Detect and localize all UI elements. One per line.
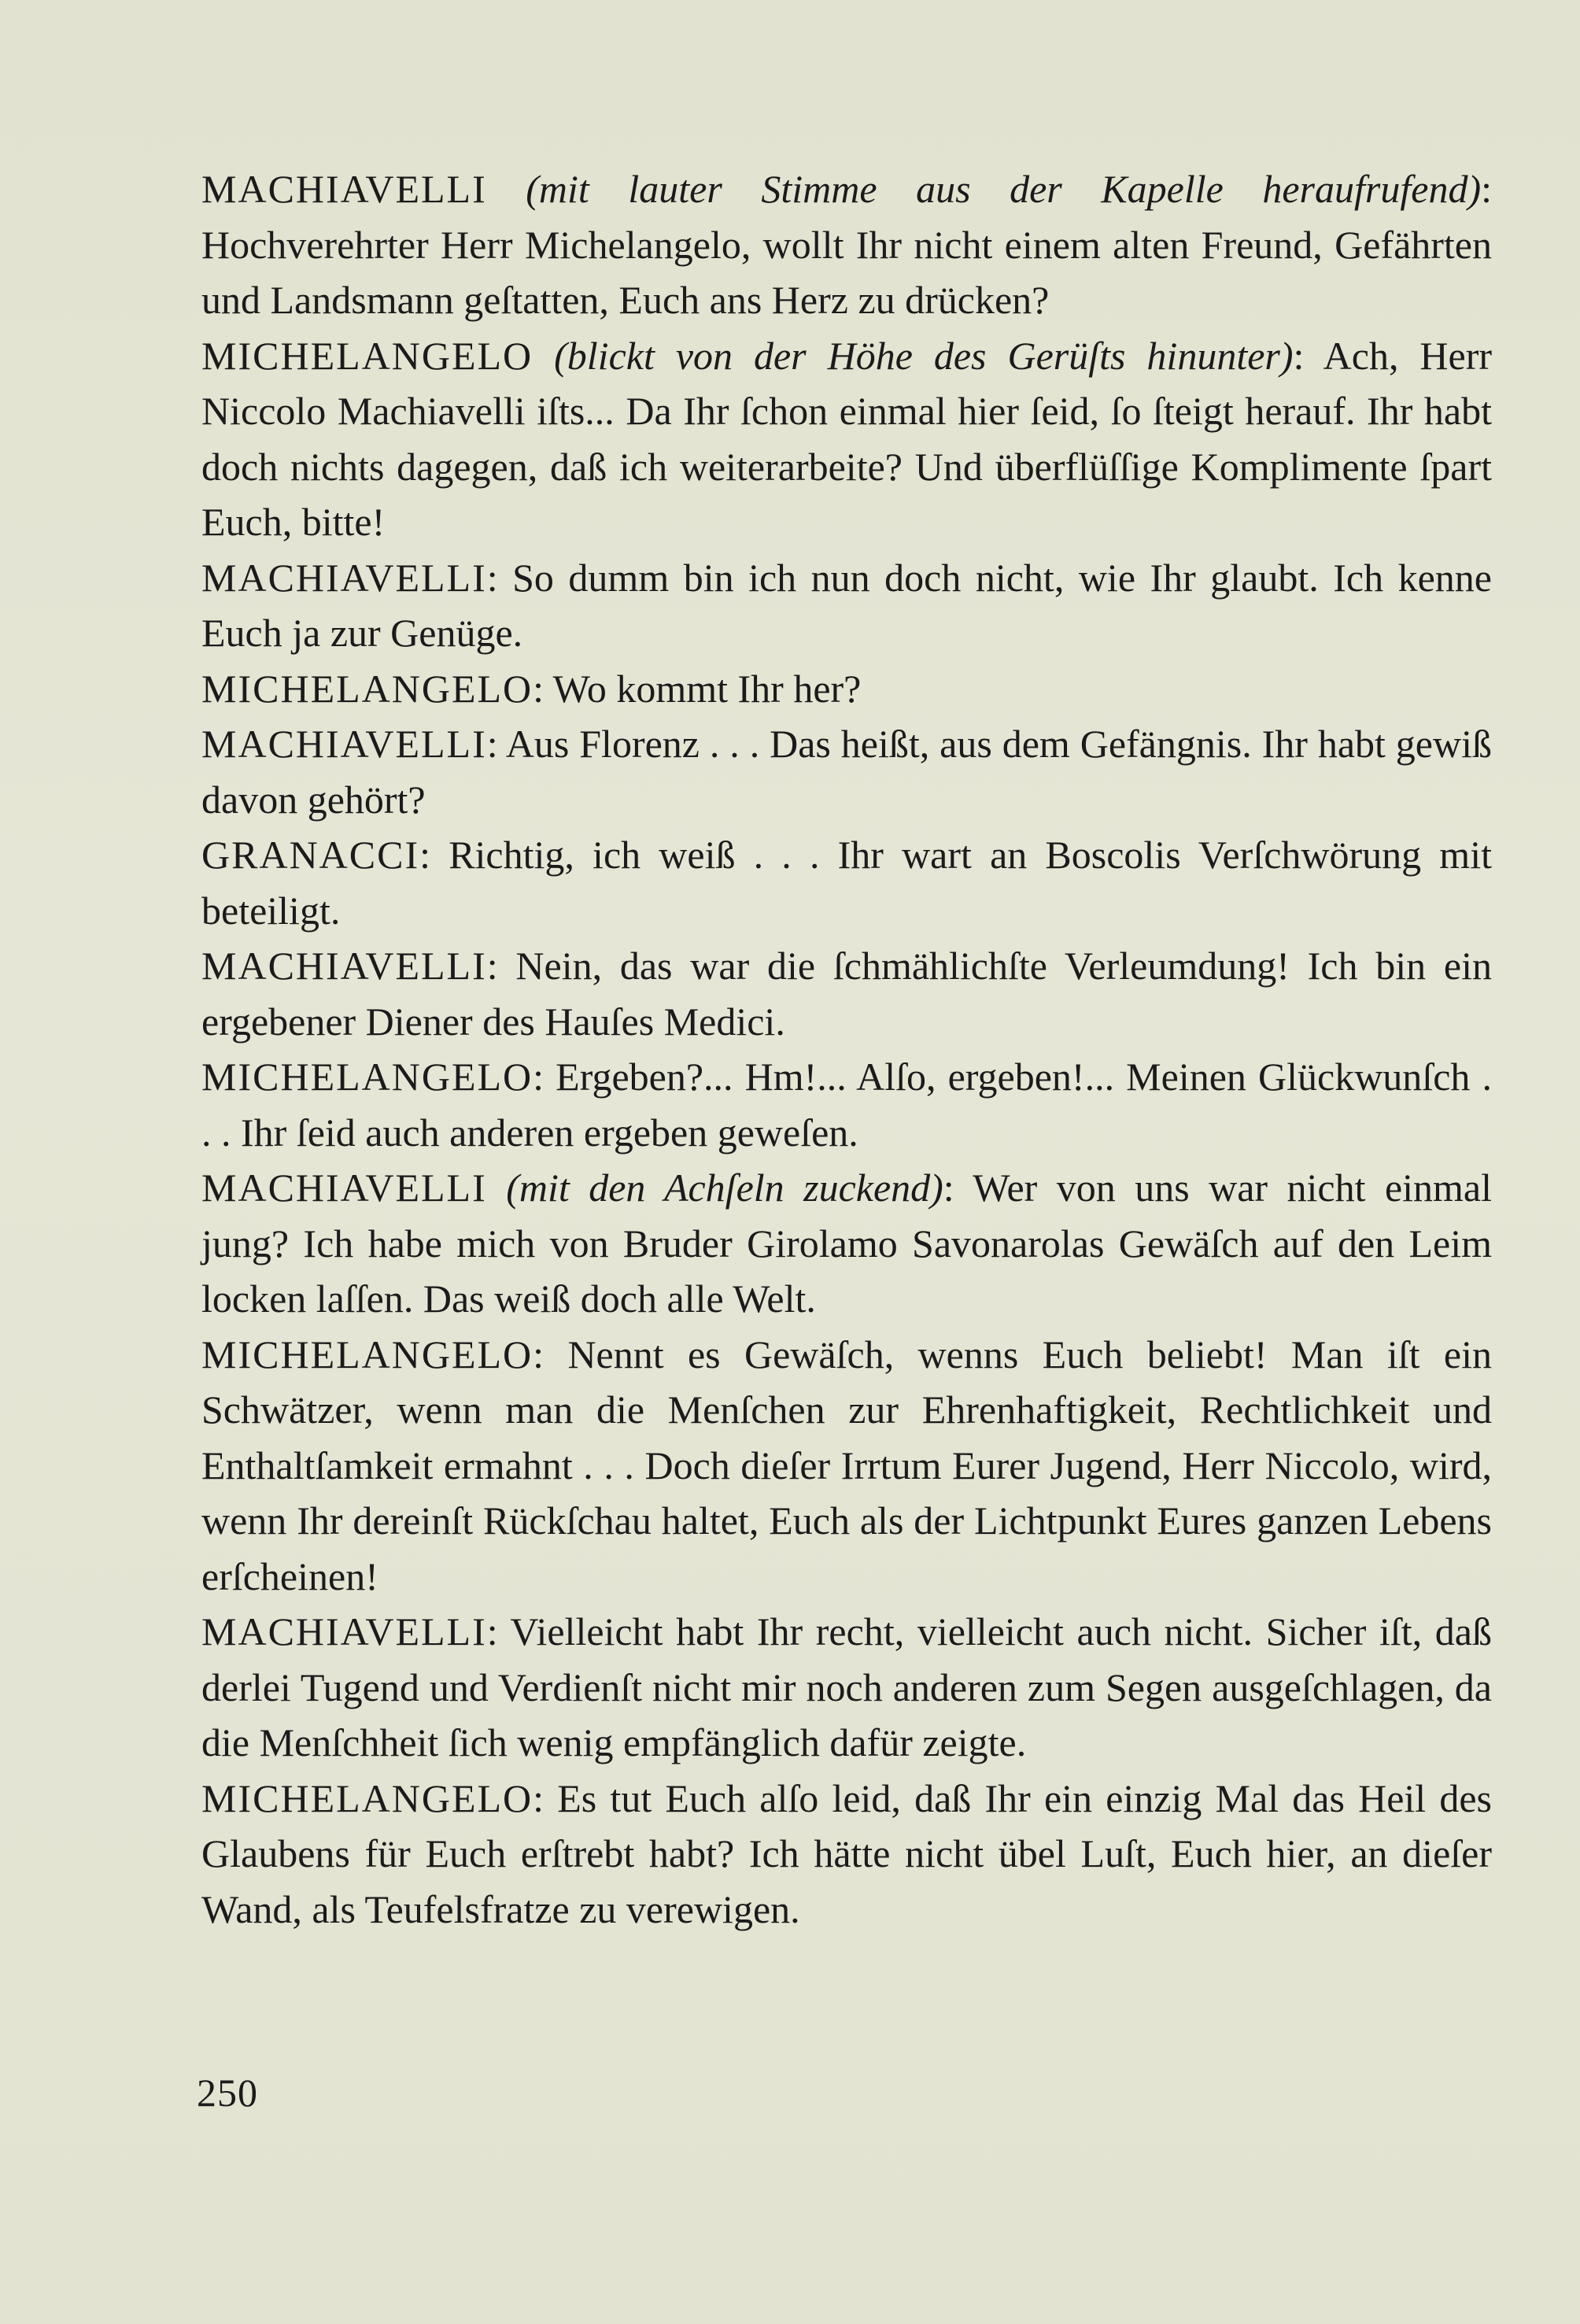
stage-direction: (blickt von der Höhe des Gerüſts hinunter) <box>554 333 1294 378</box>
speech-text: So dumm bin ich nun doch nicht, wie Ihr glaubt. Ich kenne Euch ja zur Genüge. <box>201 555 1492 655</box>
speaker-name: MACHIAVELLI <box>201 167 487 211</box>
speech-text: Nennt es Gewäſch, wenns Euch beliebt! Man iſt ein Schwätzer, wenn man die Menſchen zur Ehrenhaftigkeit, Rechtlichkeit und Enthaltſamkeit ermahnt . . . Doch dieſer Irrtum Eurer Jugend, Herr Niccolo, wird, wenn Ihr dereinſt Rückſchau haltet, Euch als der Lichtpunkt Eures ganzen Lebens erſcheinen! <box>201 1332 1492 1598</box>
speech-paragraph: GRANACCI: Richtig, ich weiß . . . Ihr wart an Boscolis Verſchwörung mit beteiligt. <box>201 833 1492 933</box>
speaker-name: GRANACCI <box>201 833 420 877</box>
stage-direction: (mit lauter Stimme aus der Kapelle heraufrufend) <box>526 167 1482 211</box>
speech-paragraph: MICHELANGELO (blickt von der Höhe des Gerüſts hinunter): Ach, Herr Niccolo Machiavelli iſts... Da Ihr ſchon einmal hier ſeid, ſo ſteigt herauf. Ihr habt doch nichts dagegen, daß ich weiterarbeite? Und überflüſſige Komplimente ſpart Euch, bitte! <box>201 333 1493 544</box>
speaker-name: MACHIAVELLI <box>201 944 487 988</box>
speech-paragraph: MACHIAVELLI: Vielleicht habt Ihr recht, vielleicht auch nicht. Sicher iſt, daß derlei Tugend und Verdienſt nicht mir noch anderen zum Segen ausgeſchlagen, da die Menſchheit ſich wenig empfänglich dafür zeigte. <box>201 1609 1492 1764</box>
speaker-name: MACHIAVELLI <box>201 722 487 766</box>
page-number: 250 <box>197 2071 258 2115</box>
speaker-name: MICHELANGELO <box>201 1055 533 1099</box>
speech-paragraph: MACHIAVELLI: So dumm bin ich nun doch nicht, wie Ihr glaubt. Ich kenne Euch ja zur Genüge. <box>201 555 1492 655</box>
speaker-name: MACHIAVELLI <box>201 555 487 600</box>
speech-paragraph: MICHELANGELO: Nennt es Gewäſch, wenns Euch beliebt! Man iſt ein Schwätzer, wenn man die Menſchen zur Ehrenhaftigkeit, Rechtlichkeit und Enthaltſamkeit ermahnt . . . Doch dieſer Irrtum Eurer Jugend, Herr Niccolo, wird, wenn Ihr dereinſt Rückſchau haltet, Euch als der Lichtpunkt Eures ganzen Lebens erſcheinen! <box>201 1332 1492 1598</box>
speaker-name: MICHELANGELO <box>201 333 533 378</box>
speech-paragraph: MICHELANGELO: Es tut Euch alſo leid, daß Ihr ein einzig Mal das Heil des Glaubens für Euch erſtrebt habt? Ich hätte nicht übel Luſt, Euch hier, an dieſer Wand, als Teufelsfratze zu verewigen. <box>201 1775 1492 1931</box>
speaker-name: MICHELANGELO <box>201 666 533 711</box>
speech-text: Wo kommt Ihr her? <box>552 666 862 711</box>
speaker-name: MICHELANGELO <box>201 1332 533 1376</box>
speaker-name: MACHIAVELLI <box>201 1166 487 1210</box>
speech-text: Nein, das war die ſchmählichſte Verleumdung! Ich bin ein ergebener Diener des Hauſes Medici. <box>201 944 1492 1044</box>
speech-paragraph: MACHIAVELLI: Nein, das war die ſchmählichſte Verleumdung! Ich bin ein ergebener Diener des Hauſes Medici. <box>201 944 1492 1044</box>
speech-text: Richtig, ich weiß . . . Ihr wart an Boscolis Verſchwörung mit beteiligt. <box>201 833 1492 933</box>
speaker-name: MACHIAVELLI <box>201 1609 487 1653</box>
speaker-name: MICHELANGELO <box>201 1775 533 1820</box>
stage-direction: (mit den Achſeln zuckend) <box>506 1166 943 1210</box>
dialogue-text <box>201 161 1492 1937</box>
speech-paragraph: MICHELANGELO: Wo kommt Ihr her? <box>201 666 862 711</box>
speech-paragraph: MACHIAVELLI (mit lauter Stimme aus der Kapelle heraufrufend): Hochverehrter Herr Michelangelo, wollt Ihr nicht einem alten Freund, Gefährten und Landsmann geſtatten, Euch ans Herz zu drücken? <box>201 167 1492 322</box>
speech-text: Ergeben?... Hm!... Alſo, ergeben!... Meinen Glückwunſch . . . Ihr ſeid auch anderen ergeben geweſen. <box>201 1055 1492 1155</box>
speech-paragraph: MICHELANGELO: Ergeben?... Hm!... Alſo, ergeben!... Meinen Glückwunſch . . . Ihr ſeid auch anderen ergeben geweſen. <box>201 1055 1492 1155</box>
speech-text: Es tut Euch alſo leid, daß Ihr ein einzig Mal das Heil des Glaubens für Euch erſtrebt habt? Ich hätte nicht übel Luſt, Euch hier, an dieſer Wand, als Teufelsfratze zu verewigen. <box>201 1775 1492 1931</box>
speech-text: Ach, Herr Niccolo Machiavelli iſts... Da Ihr ſchon einmal hier ſeid, ſo ſteigt herauf. Ihr habt doch nichts dagegen, daß ich weiterarbeite? Und überflüſſige Komplimente ſpart Euch, bitte! <box>201 333 1493 544</box>
speech-paragraph: MACHIAVELLI: Aus Florenz . . . Das heißt, aus dem Gefängnis. Ihr habt gewiß davon gehört? <box>201 722 1492 822</box>
speech-text: Wer von uns war nicht einmal jung? Ich habe mich von Bruder Girolamo Savonarolas Gewäſch auf den Leim locken laſſen. Das weiß doch alle Welt. <box>201 1166 1492 1321</box>
speech-text: Aus Florenz . . . Das heißt, aus dem Gefängnis. Ihr habt gewiß davon gehört? <box>201 722 1492 822</box>
speech-text: Vielleicht habt Ihr recht, vielleicht auch nicht. Sicher iſt, daß derlei Tugend und Verdienſt nicht mir noch anderen zum Segen ausgeſchlagen, da die Menſchheit ſich wenig empfänglich dafür zeigte. <box>201 1609 1492 1764</box>
speech-text: Hochverehrter Herr Michelangelo, wollt Ihr nicht einem alten Freund, Gefährten und Landsmann geſtatten, Euch ans Herz zu drücken? <box>201 222 1492 322</box>
speech-paragraph: MACHIAVELLI (mit den Achſeln zuckend): Wer von uns war nicht einmal jung? Ich habe mich von Bruder Girolamo Savonarolas Gewäſch auf den Leim locken laſſen. Das weiß doch alle Welt. <box>201 1166 1492 1321</box>
